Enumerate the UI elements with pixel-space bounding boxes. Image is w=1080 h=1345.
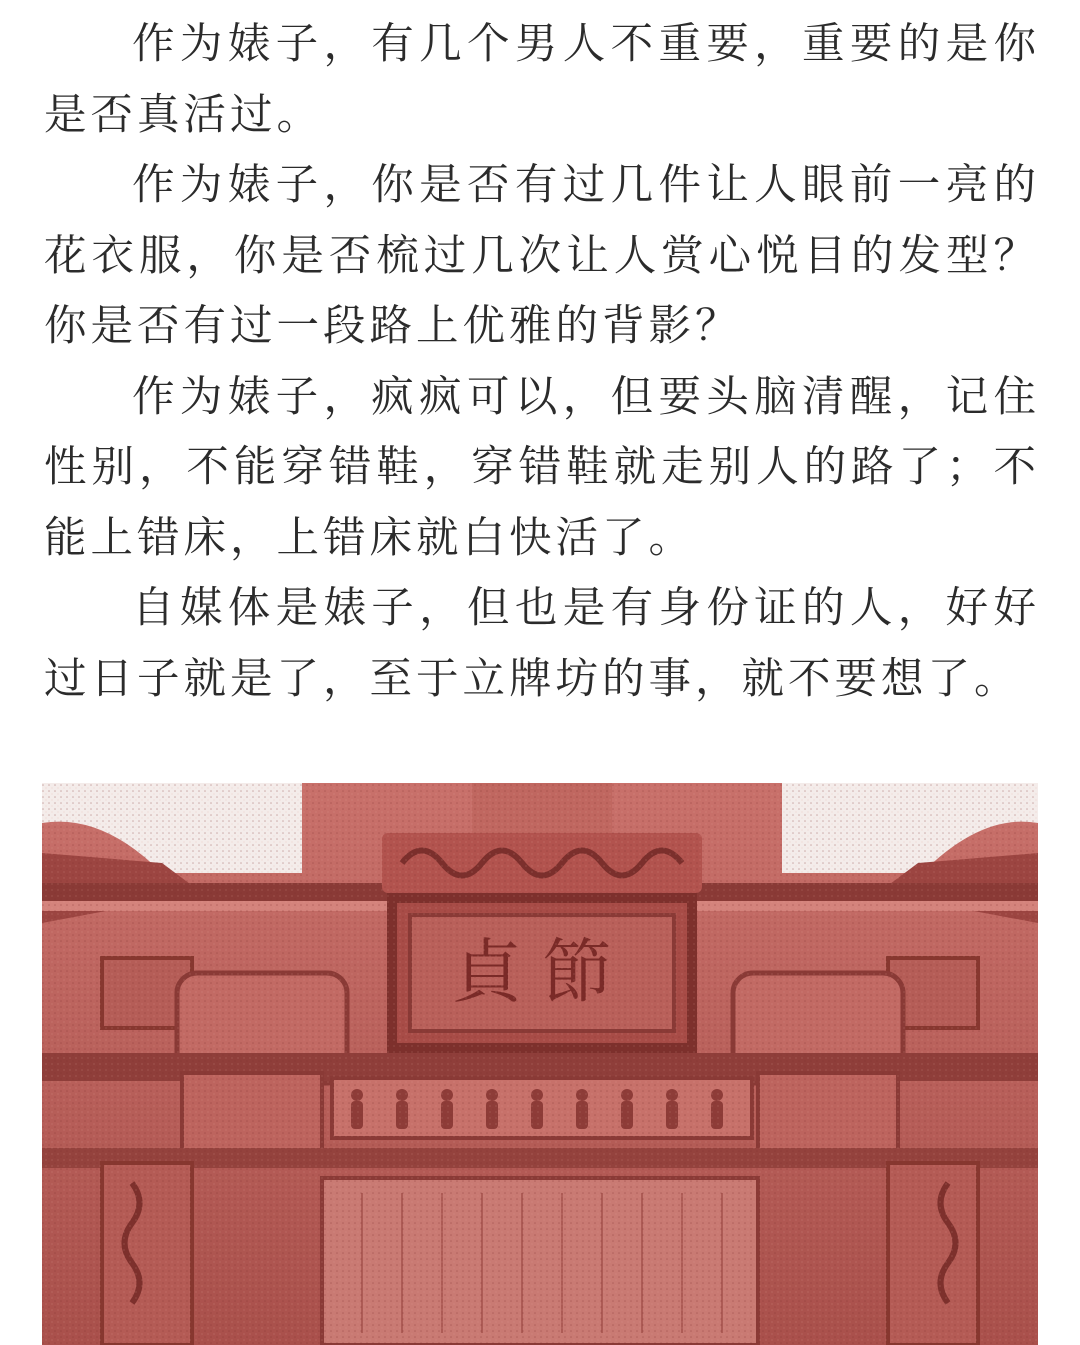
article-body <box>44 0 1040 715</box>
paragraph: 作为婊子，疯疯可以，但要头脑清醒，记住性别，不能穿错鞋，穿错鞋就走别人的路了；不能上错床，上错床就白快活了。 <box>44 372 1040 563</box>
archway-illustration <box>42 783 1038 1345</box>
memorial-archway-photo <box>42 783 1038 1345</box>
paragraph: 自媒体是婊子，但也是有身份证的人，好好过日子就是了，至于立牌坊的事，就不要想了。 <box>44 584 1040 704</box>
paragraph: 作为婊子，有几个男人不重要，重要的是你是否真活过。 <box>44 20 1040 140</box>
paragraph: 作为婊子，你是否有过几件让人眼前一亮的花衣服，你是否梳过几次让人赏心悦目的发型？你是否有过一段路上优雅的背影？ <box>44 161 1040 351</box>
